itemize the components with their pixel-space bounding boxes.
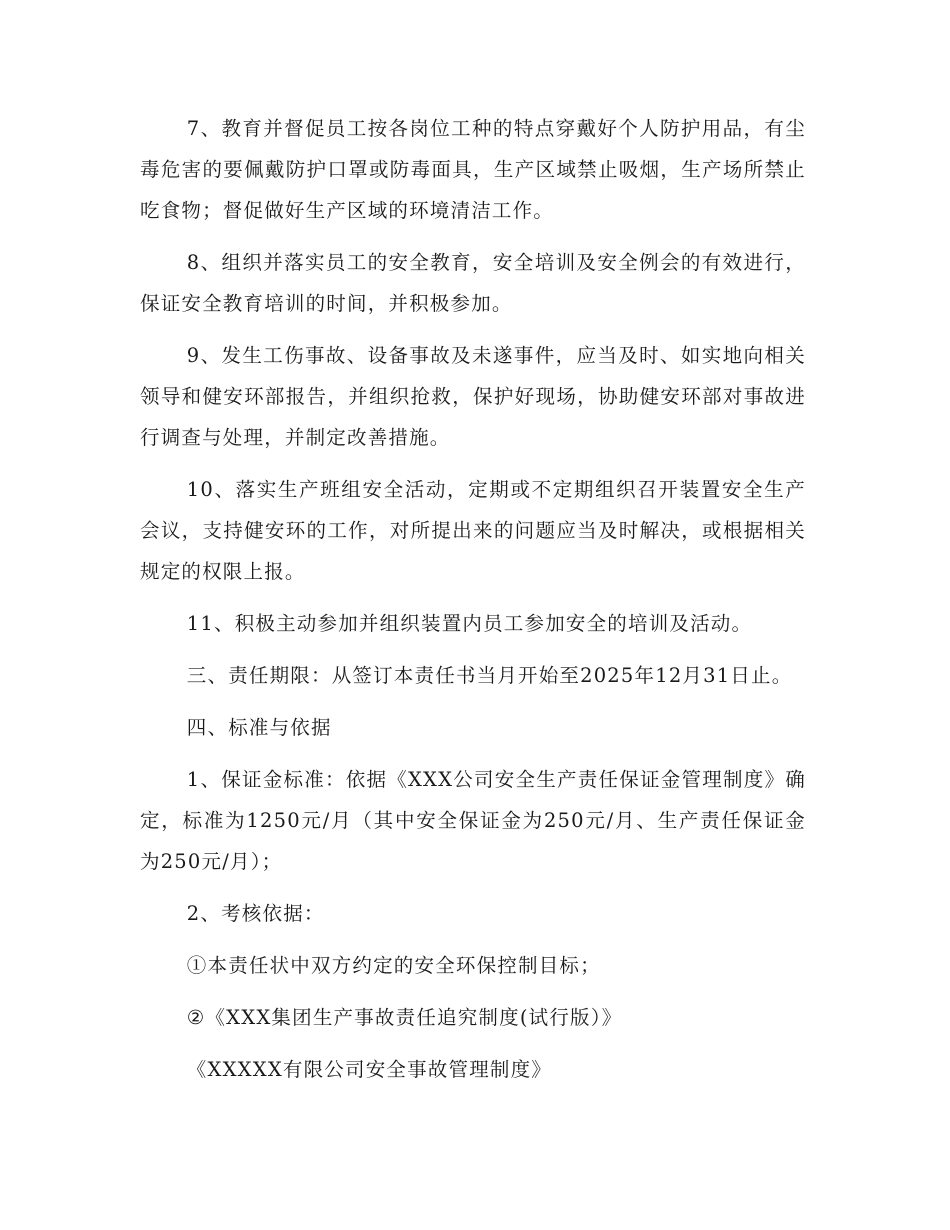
paragraph-item-8: 8、组织并落实员工的安全教育，安全培训及安全例会的有效进行，保证安全教育培训的时间，并积极参加。 [140,251,806,315]
paragraph-item-9: 9、发生工伤事故、设备事故及未遂事件，应当及时、如实地向相关领导和健安环部报告，并组织抢救，保护好现场，协助健安环部对事故进行调查与处理，并制定改善措施。 [140,344,806,449]
list-item-basis-3: 《XXXXX有限公司安全事故管理制度》 [186,1058,553,1081]
list-item-basis-1: ①本责任状中双方约定的安全环保控制目标； [186,954,601,977]
paragraph-deposit-standard: 1、保证金标准：依据《XXX公司安全生产责任保证金管理制度》确定，标准为1250元/月（其中安全保证金为250元/月、生产责任保证金为250元/月）； [140,768,806,873]
list-item-basis-2: ②《XXX集团生产事故责任追究制度(试行版）》 [186,1006,623,1029]
document-body [140,108,806,1101]
section-responsibility-period: 三、责任期限：从签订本责任书当月开始至2025年12月31日止。 [186,664,793,687]
paragraph-item-11: 11、积极主动参加并组织装置内员工参加安全的培训及活动。 [186,612,753,635]
paragraph-item-10: 10、落实生产班组安全活动，定期或不定期组织召开装置安全生产会议，支持健安环的工作，对所提出来的问题应当及时解决，或根据相关规定的权限上报。 [140,478,806,583]
paragraph-assessment-basis: 2、考核依据： [186,902,325,925]
paragraph-item-7: 7、教育并督促员工按各岗位工种的特点穿戴好个人防护用品，有尘毒危害的要佩戴防护口罩或防毒面具，生产区域禁止吸烟，生产场所禁止吃食物；督促做好生产区域的环境清洁工作。 [140,117,806,222]
section-heading-standards: 四、标准与依据 [186,716,332,739]
